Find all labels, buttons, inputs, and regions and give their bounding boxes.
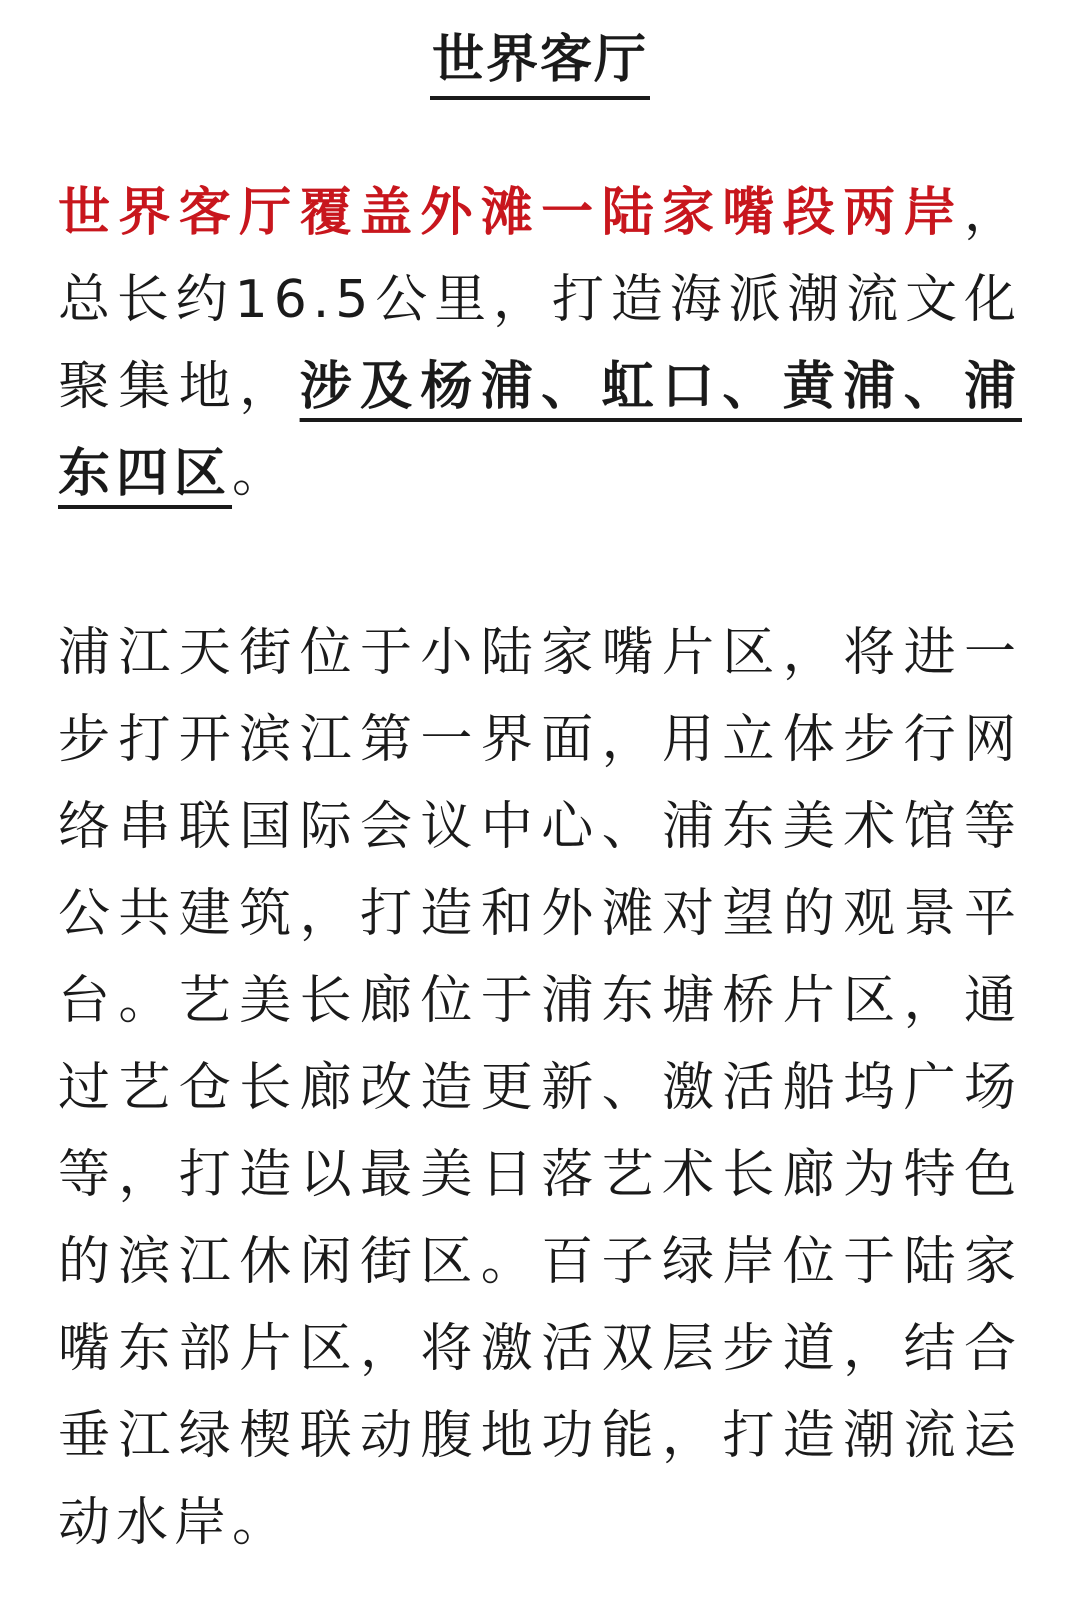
body-paragraph bbox=[58, 610, 1022, 1567]
body-paragraph-text: 浦江天街位于小陆家嘴片区，将进一步打开滨江第一界面，用立体步行网络串联国际会议中心、浦东美术馆等公共建筑，打造和外滩对望的观景平台。艺美长廊位于浦东塘桥片区，通过艺仓长廊改造更新、激活船坞广场等，打造以最美日落艺术长廊为特色的滨江休闲街区。百子绿岸位于陆家嘴东部片区，将激活双层步道，结合垂江绿楔联动腹地功能，打造潮流运动水岸。 bbox=[58, 623, 1022, 1553]
intro-text-b: 。 bbox=[232, 444, 291, 504]
page-title-text: 世界客厅 bbox=[430, 24, 650, 100]
red-highlight-text: 世界客厅覆盖外滩一陆家嘴段两岸 bbox=[58, 183, 964, 243]
intro-text-a: ，总长约16.5公里，打造海派潮流文化聚集地， bbox=[58, 183, 1022, 417]
intro-paragraph bbox=[58, 170, 1022, 518]
page-title bbox=[0, 24, 1080, 100]
underlined-districts-text: 涉及杨浦、虹口、黄浦、浦东四区 bbox=[58, 357, 1022, 504]
